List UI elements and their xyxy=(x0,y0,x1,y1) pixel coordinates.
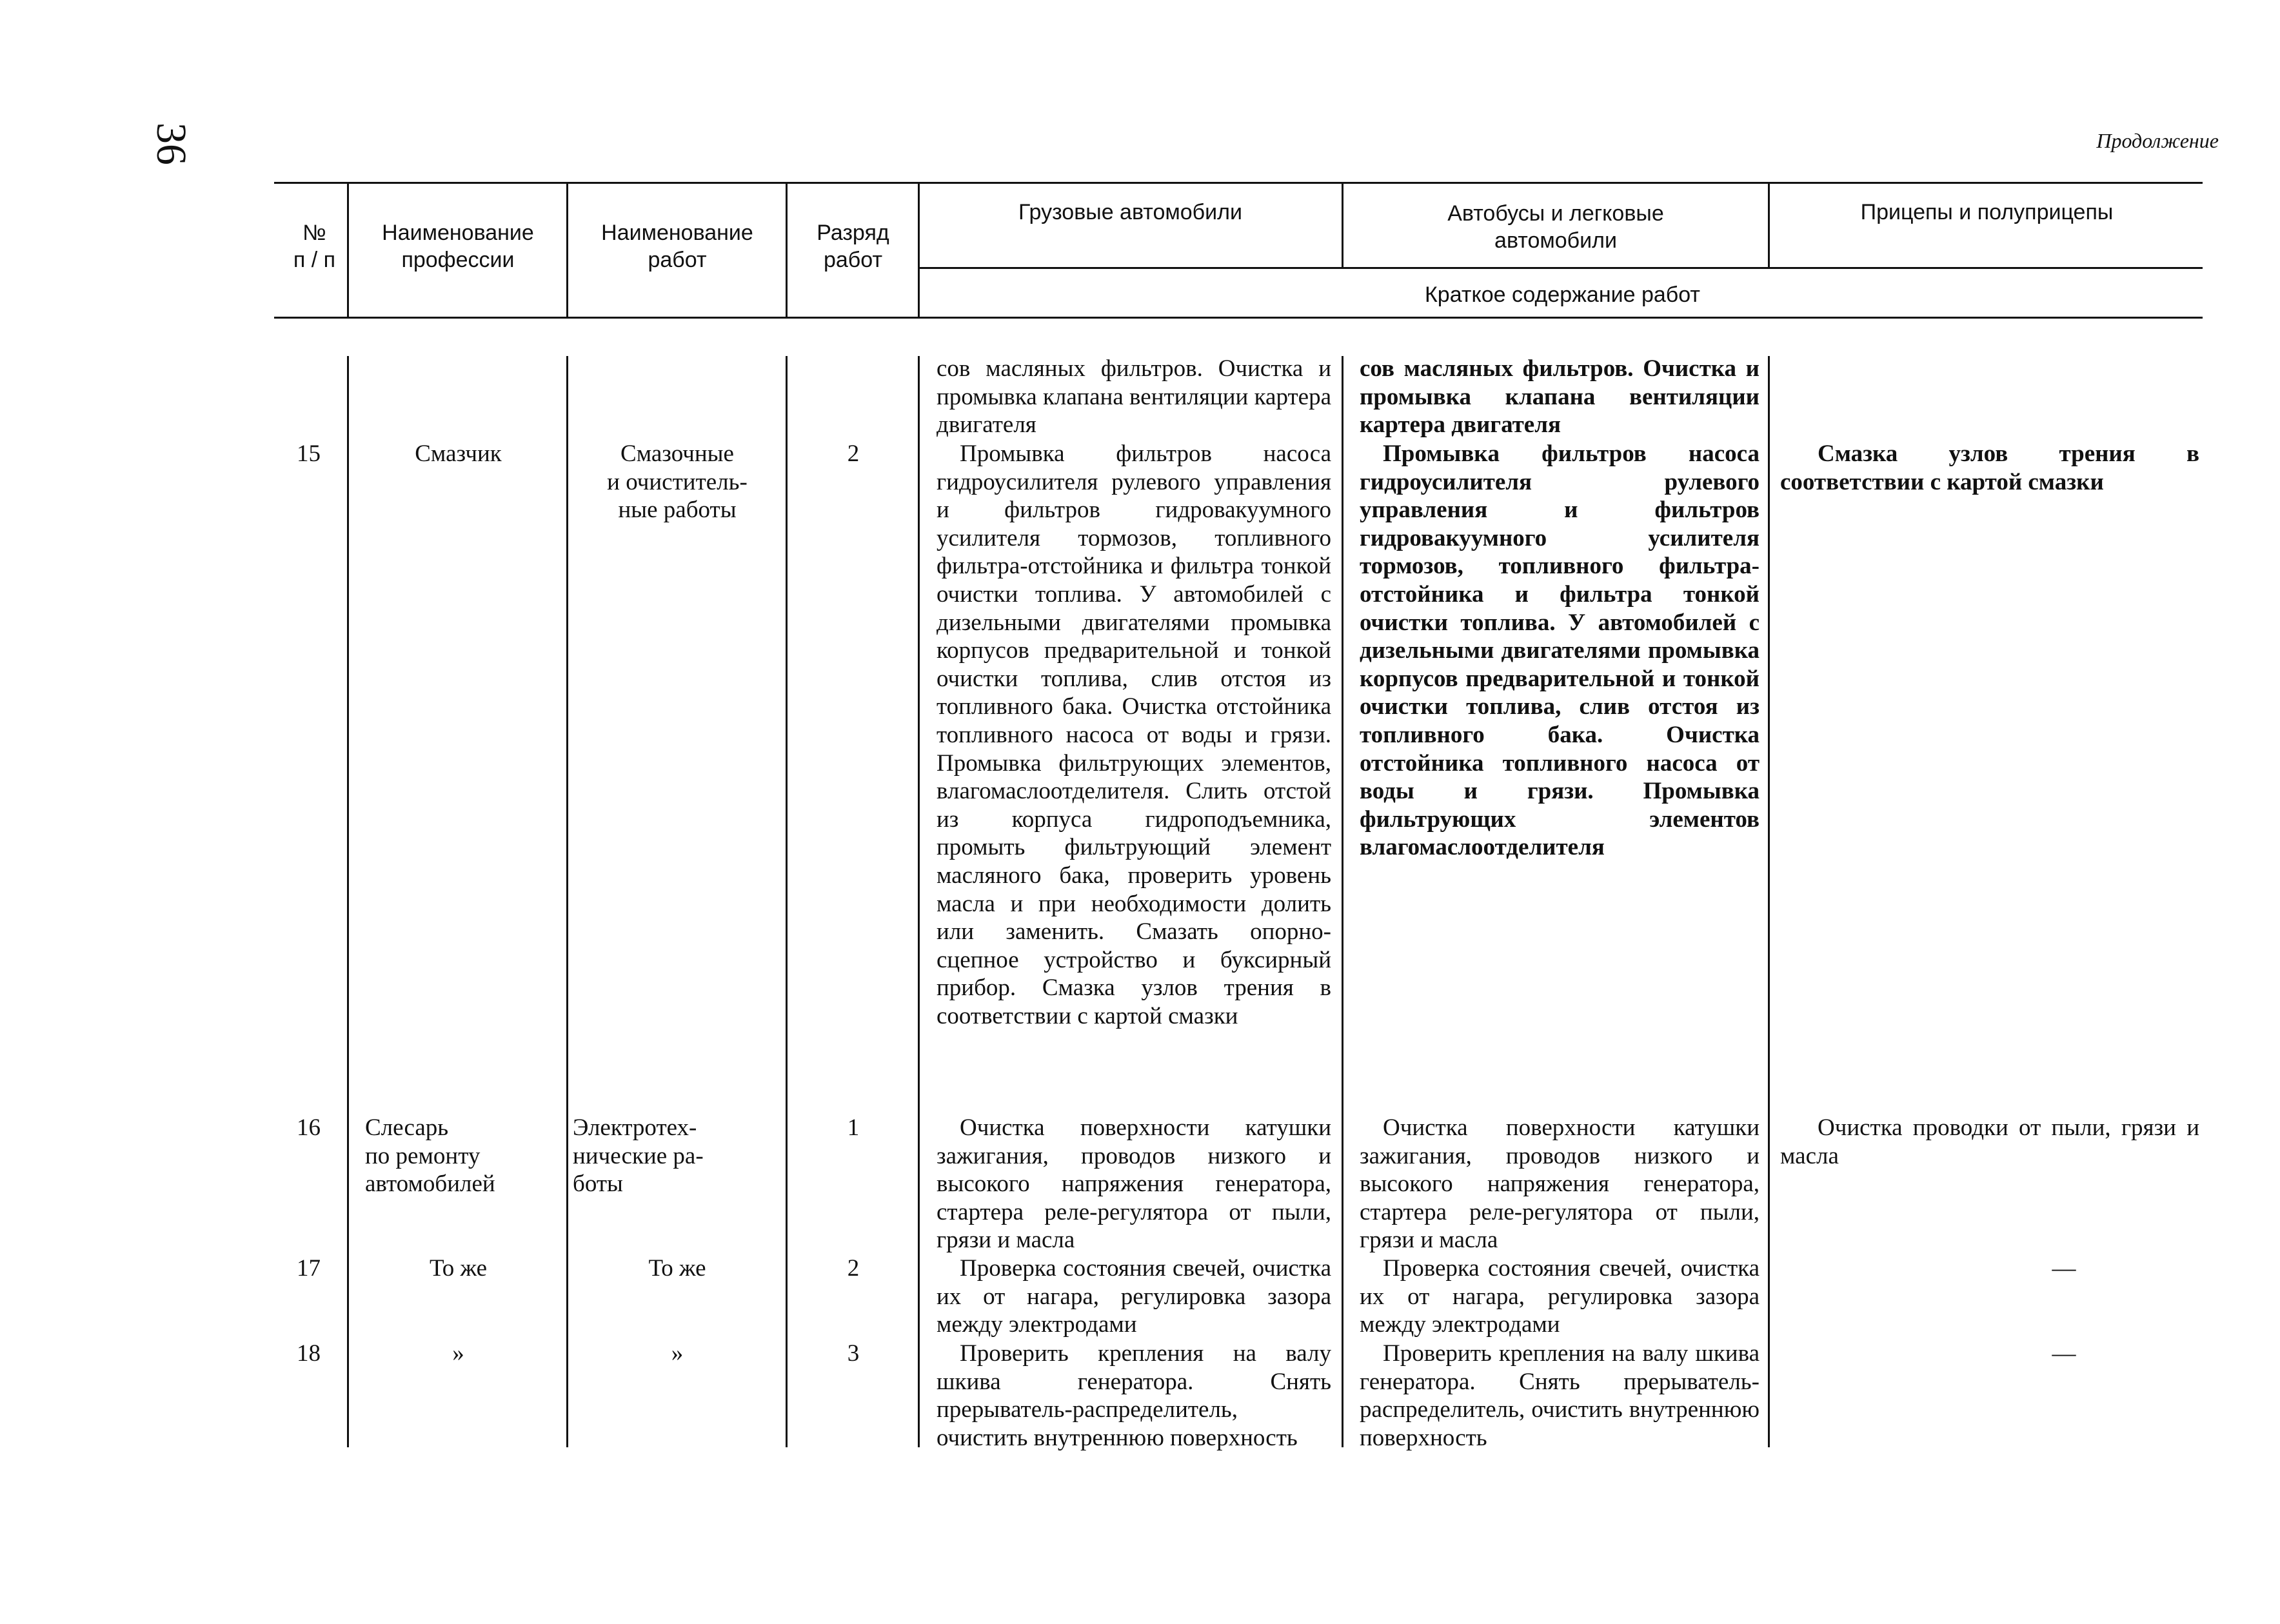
intro-buses: сов масляных фильтров. Очистка и промывка клапана вентиляции картера двигателя xyxy=(1360,355,1760,439)
row-18-works: » xyxy=(671,1340,684,1367)
row-18-profession: » xyxy=(452,1340,464,1367)
row-18-trucks: Проверить крепления на валу шкива генератора. Снять прерыватель-распределитель, очистить внутреннюю поверхность xyxy=(937,1340,1331,1451)
row-17-grade: 2 xyxy=(847,1255,860,1282)
row-17-works: То же xyxy=(648,1255,706,1282)
row-17-num: 17 xyxy=(297,1255,321,1282)
page-number: 36 xyxy=(148,123,195,165)
row-15-trucks: Промывка фильтров насоса гидроусилителя рулевого управления и фильтров гидровакуумного усилителя тормозов, топливного фильтра-отстойника и фильтра тонкой очистки топлива. У автомобилей с дизельными двигателями промывка корпусов предварительной и тонкой очистки топлива, слив отстоя из топливного бака. Очистка отстойника топливного насоса от воды и грязи. Промывка фильтрующих элементов, влагомаслоотделителя. Слить отстой из корпуса гидроподъемника, промыть фильтрующий элемент масляного бака, проверить уровень масла и при необходимости долить или заменить. Смазать опорно-сцепное устройство и буксирный прибор. Смазка узлов трения в соответствии с картой смазки xyxy=(937,441,1331,1029)
header-col-divider-5 xyxy=(1342,182,1343,268)
intro-trucks: сов масляных фильтров. Очистка и промывка клапана вентиляции картера двигателя xyxy=(937,355,1331,439)
header-grade: Разряд работ xyxy=(817,221,889,272)
row-18-grade: 3 xyxy=(847,1340,860,1367)
body-col-divider-6 xyxy=(1768,356,1770,1447)
row-15-trailers: Смазка узлов трения в соответствии с картой смазки xyxy=(1780,441,2199,495)
header-profession: Наименование профессии xyxy=(382,221,534,272)
header-col-divider-1 xyxy=(347,182,349,317)
row-17-trailers: — xyxy=(2052,1255,2076,1282)
row-16-buses: Очистка поверхности катушки зажигания, проводов низкого и высокого напряжения генератора, стартера реле-регулятора от пыли, грязи и масла xyxy=(1360,1114,1760,1254)
row-15-buses: Промывкa фильтров насоса гидроусилителя рулевого управления и фильтров гидровакуумного усилителя тормозов, топливного фильтра-отстойника и фильтра тонкой очистки топлива. У автомобилей с дизельными двигателями промывка корпусов предварительной и тонкой очистки топлива, слив отстоя из топливного бака. Очистка отстойника топливного насоса от воды и грязи. Промывка фильтрующих элементов влагомаслоотделителя xyxy=(1360,441,1760,861)
header-sub-rule xyxy=(919,267,2203,269)
row-15-works: Смазочные и очиститель- ные работы xyxy=(607,441,748,524)
row-16-profession: Слесарь по ремонту автомобилей xyxy=(365,1114,495,1198)
header-col-divider-6 xyxy=(1768,182,1770,268)
header-trucks: Грузовые автомобили xyxy=(1018,200,1242,224)
body-col-divider-1 xyxy=(347,356,349,1447)
body-col-divider-2 xyxy=(566,356,568,1447)
row-16-works: Электротех- нические ра- боты xyxy=(573,1114,704,1198)
body-col-divider-5 xyxy=(1342,356,1343,1447)
header-trailers: Прицепы и полуприцепы xyxy=(1860,200,2114,224)
continuation-label: Продолжение xyxy=(2096,129,2219,152)
header-summary: Краткое содержание работ xyxy=(1425,282,1700,307)
header-num: № п / п xyxy=(293,221,336,272)
header-col-divider-4 xyxy=(918,182,920,317)
row-16-trailers: Очистка проводки от пыли, грязи и масла xyxy=(1780,1114,2199,1169)
row-15-num: 15 xyxy=(297,441,321,467)
row-18-buses: Проверить крепления на валу шкива генератора. Снять прерыватель-распределитель, очистить внутреннюю поверхность xyxy=(1360,1340,1760,1451)
row-15-grade: 2 xyxy=(847,441,860,467)
row-16-trucks: Очистка поверхности катушки зажигания, проводов низкого и высокого напряжения генератора, стартера реле-регулятора от пыли, грязи и масла xyxy=(937,1114,1331,1254)
body-col-divider-3 xyxy=(786,356,788,1447)
row-17-buses: Проверка состояния свечей, очистка их от нагара, регулировка зазора между электродами xyxy=(1360,1255,1760,1338)
row-18-trailers: — xyxy=(2052,1340,2076,1367)
header-top-rule xyxy=(274,182,2203,184)
row-18-num: 18 xyxy=(297,1340,321,1367)
header-buses: Автобусы и легковые автомобили xyxy=(1447,201,1664,253)
header-works: Наименование работ xyxy=(601,221,753,272)
header-col-divider-3 xyxy=(786,182,788,317)
row-17-profession: То же xyxy=(429,1255,488,1282)
header-col-divider-2 xyxy=(566,182,568,317)
header-bottom-rule xyxy=(274,317,2203,319)
body-col-divider-4 xyxy=(918,356,920,1447)
row-16-grade: 1 xyxy=(847,1114,860,1141)
row-17-trucks: Проверка состояния свечей, очистка их от нагара, регулировка зазора между электродами xyxy=(937,1255,1331,1338)
row-16-num: 16 xyxy=(297,1114,321,1141)
row-15-profession: Смазчик xyxy=(415,441,502,467)
